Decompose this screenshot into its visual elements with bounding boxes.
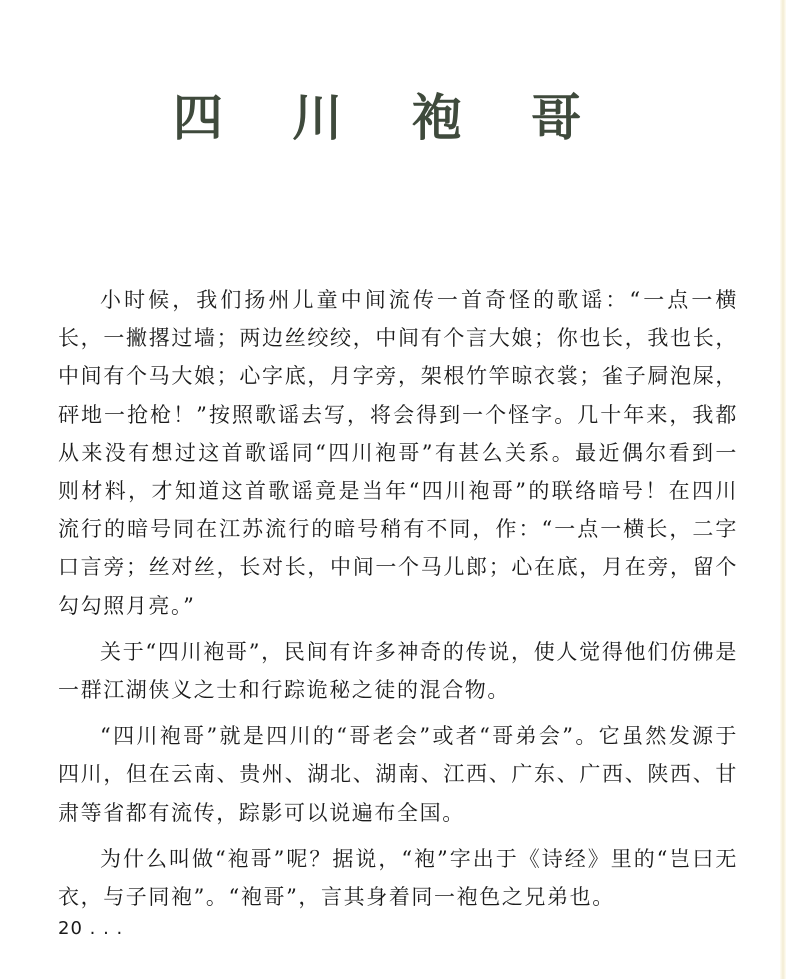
paragraph-1: 小时候，我们扬州儿童中间流传一首奇怪的歌谣：“一点一横长，一撇撂过墙；两边丝绞绞，中间有个言大娘；你也长，我也长，中间有个马大娘；心字底，月字旁，架根竹竿晾衣裳；雀子屙泡屎，砰地一抢枪！”按照歌谣去写，将会得到一个怪字。几十年来，我都从来没有想过这首歌谣同“四川袍哥”有甚么关系。最近偶尔看到一则材料，才知道这首歌谣竟是当年“四川袍哥”的联络暗号！在四川流行的暗号同在江苏流行的暗号稍有不同，作：“一点一横长，二字口言旁；丝对丝，长对长，中间一个马儿郎；心在底，月在旁，留个勾勾照月亮。” xyxy=(58,288,738,618)
page-title: 四 川 袍 哥 xyxy=(172,89,608,147)
page-edge xyxy=(780,0,786,979)
paragraph-2: 关于“四川袍哥”，民间有许多神奇的传说，使人觉得他们仿佛是一群江湖侠义之士和行踪诡秘之徒的混合物。 xyxy=(58,639,738,703)
paragraph-3: “四川袍哥”就是四川的“哥老会”或者“哥弟会”。它虽然发源于四川，但在云南、贵州、湖北、湖南、江西、广东、广西、陕西、甘肃等省都有流传，踪影可以说遍布全国。 xyxy=(58,724,738,825)
page-number: 20 . . . xyxy=(58,918,124,939)
paragraph-4: 为什么叫做“袍哥”呢？据说，“袍”字出于《诗经》里的“岂曰无衣，与子同袍”。“袍哥”，言其身着同一袍色之兄弟也。 xyxy=(58,846,738,910)
article-body xyxy=(58,281,738,924)
